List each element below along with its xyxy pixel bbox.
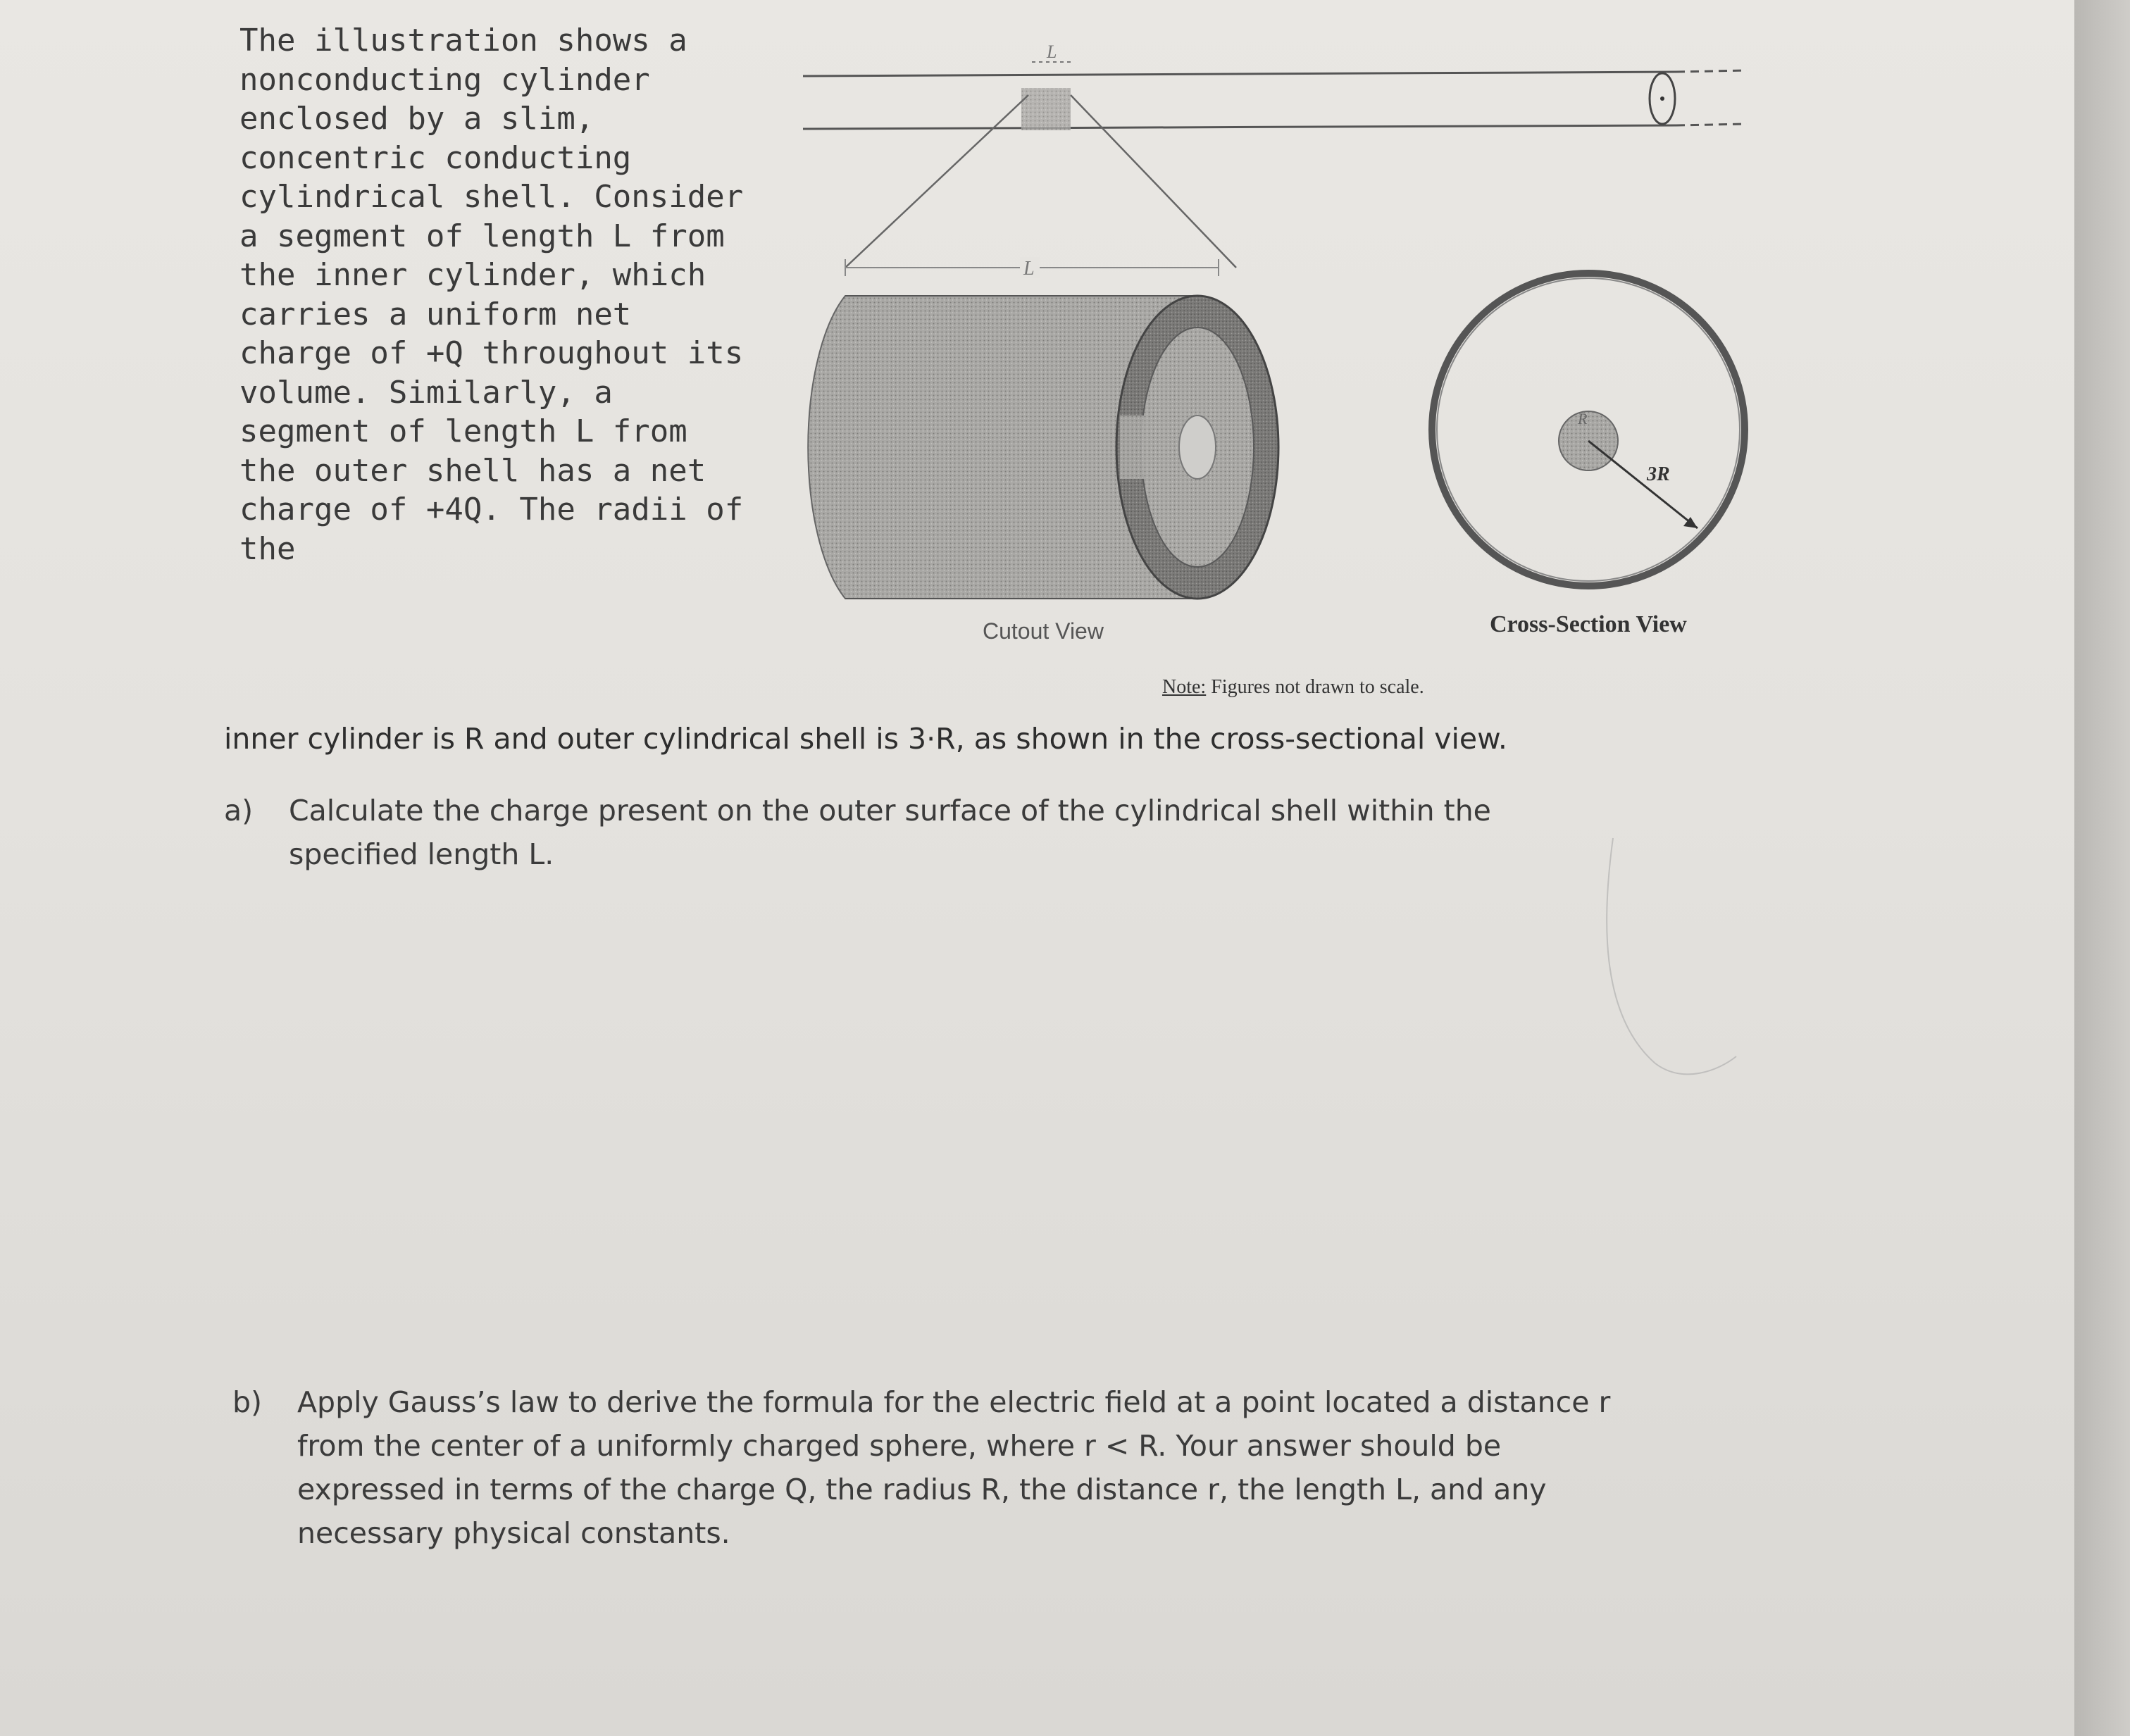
intro-line: charge of +Q throughout its (239, 335, 744, 371)
top-segment-label: L (1047, 42, 1057, 62)
question-b (232, 1380, 1817, 1555)
cutout-length-label: L (1023, 258, 1035, 280)
intro-line: concentric conducting (239, 139, 632, 176)
figure-drawing (789, 35, 1761, 669)
cylinder-figure (789, 35, 1761, 669)
intro-line: enclosed by a slim, (239, 101, 594, 137)
pen-mark (1599, 831, 1740, 1085)
intro-line: The illustration shows a (239, 23, 687, 58)
intro-line: the (239, 530, 296, 567)
question-line: expressed in terms of the charge Q, the radius R, the distance r, the length L, and any (297, 1473, 1547, 1506)
cross-section-diagram (1432, 273, 1745, 586)
intro-line: the outer shell has a net (239, 452, 706, 489)
intro-line: the inner cylinder, which (239, 257, 706, 293)
intro-line: carries a uniform net (239, 296, 632, 332)
cutout-length-marker (845, 257, 1219, 280)
question-b-letter: b) (232, 1385, 263, 1419)
question-a (224, 789, 1717, 876)
note-label: Note: (1162, 676, 1207, 698)
question-line: specified length L. (289, 837, 554, 871)
note-text: Figures not drawn to scale. (1206, 676, 1424, 698)
intro-line: cylindrical shell. Consider (239, 179, 744, 215)
top-length-marker (1032, 42, 1071, 62)
cutout-view-caption: Cutout View (983, 618, 1104, 644)
question-a-letter: a) (224, 794, 254, 828)
intro-continuation: inner cylinder is R and outer cylindrical shell is 3·R, as shown in the cross-sectional view. (224, 722, 1507, 756)
expansion-line-left (845, 95, 1028, 268)
cross-section-view-caption: Cross-Section View (1490, 611, 1687, 637)
long-rod (803, 70, 1747, 130)
outer-radius-label: 3R (1647, 463, 1670, 485)
intro-line: charge of +4Q. The radii of (239, 492, 744, 527)
intro-line: a segment of length L from (239, 218, 725, 254)
intro-line: segment of length L from (239, 413, 687, 449)
question-b-text (297, 1380, 1817, 1555)
question-a-text (289, 789, 1717, 876)
scale-note (1162, 676, 1424, 699)
page-edge (2074, 0, 2130, 1736)
intro-line: volume. Similarly, a (239, 374, 613, 411)
expansion-line-right (1071, 95, 1236, 268)
intro-line: nonconducting cylinder (239, 61, 650, 98)
question-line: Apply Gauss’s law to derive the formula for the electric field at a point located a distance r (297, 1385, 1611, 1419)
question-line: Calculate the charge present on the outer surface of the cylindrical shell within the (289, 794, 1491, 828)
inner-radius-label: R (1578, 410, 1588, 427)
cutout-cylinder (808, 296, 1278, 599)
intro-paragraph (239, 21, 744, 568)
question-line: from the center of a uniformly charged sphere, where r < R. Your answer should be (297, 1429, 1502, 1463)
question-line: necessary physical constants. (297, 1516, 730, 1550)
